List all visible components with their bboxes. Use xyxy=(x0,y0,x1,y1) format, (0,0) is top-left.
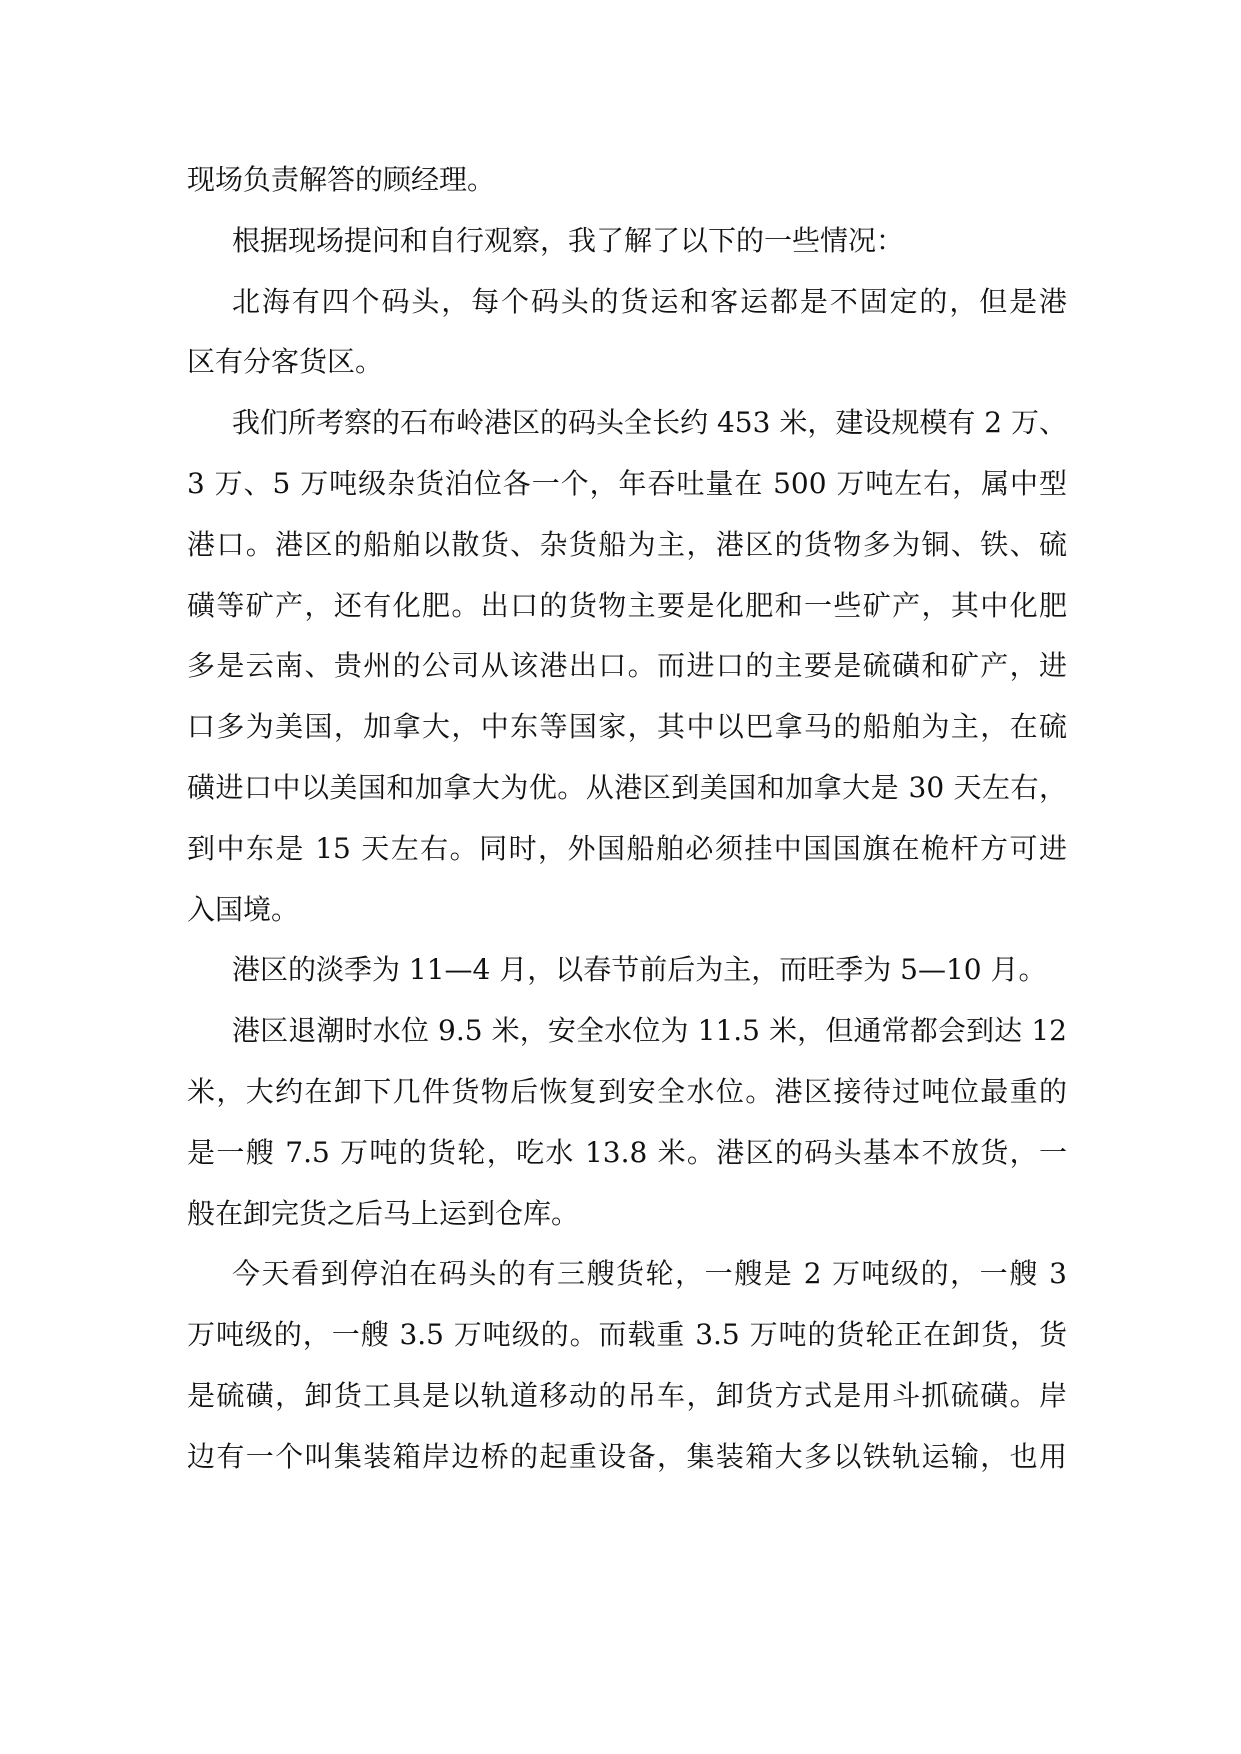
paragraph-start-line: 我们所考察的石布岭港区的码头全长约 453 米，建设规模有 2 万、 xyxy=(232,406,1067,440)
text-line: 3 万、5 万吨级杂货泊位各一个，年吞吐量在 500 万吨左右，属中型 xyxy=(187,466,1067,500)
text-line: 般在卸完货之后马上运到仓库。 xyxy=(187,1196,580,1230)
text-line: 到中东是 15 天左右。同时，外国船舶必须挂中国国旗在桅杆方可进 xyxy=(187,831,1067,865)
text-line: 区有分客货区。 xyxy=(187,345,384,379)
text-line: 是硫磺，卸货工具是以轨道移动的吊车，卸货方式是用斗抓硫磺。岸 xyxy=(187,1378,1067,1412)
text-line: 磺等矿产，还有化肥。出口的货物主要是化肥和一些矿产，其中化肥 xyxy=(187,588,1067,622)
text-line: 港口。港区的船舶以散货、杂货船为主，港区的货物多为铜、铁、硫 xyxy=(187,527,1067,561)
paragraph-start-line: 今天看到停泊在码头的有三艘货轮，一艘是 2 万吨级的，一艘 3 xyxy=(232,1257,1067,1291)
paragraph-start-line: 港区的淡季为 11—4 月，以春节前后为主，而旺季为 5—10 月。 xyxy=(232,953,1047,987)
text-line: 磺进口中以美国和加拿大为优。从港区到美国和加拿大是 30 天左右， xyxy=(187,770,1067,804)
text-line: 口多为美国，加拿大，中东等国家，其中以巴拿马的船舶为主，在硫 xyxy=(187,710,1067,744)
paragraph-start-line: 北海有四个码头，每个码头的货运和客运都是不固定的，但是港 xyxy=(232,284,1067,318)
text-line: 是一艘 7.5 万吨的货轮，吃水 13.8 米。港区的码头基本不放货，一 xyxy=(187,1135,1067,1169)
text-line: 边有一个叫集装箱岸边桥的起重设备，集装箱大多以铁轨运输，也用 xyxy=(187,1439,1067,1473)
text-line: 多是云南、贵州的公司从该港出口。而进口的主要是硫磺和矿产，进 xyxy=(187,649,1067,683)
text-line: 万吨级的，一艘 3.5 万吨级的。而载重 3.5 万吨的货轮正在卸货，货 xyxy=(187,1318,1067,1352)
paragraph-start-line: 根据现场提问和自行观察，我了解了以下的一些情况： xyxy=(232,223,905,257)
text-line: 米，大约在卸下几件货物后恢复到安全水位。港区接待过吨位最重的 xyxy=(187,1074,1067,1108)
document-body xyxy=(187,150,1067,1488)
text-line: 现场负责解答的顾经理。 xyxy=(187,163,496,196)
paragraph-start-line: 港区退潮时水位 9.5 米，安全水位为 11.5 米，但通常都会到达 12 xyxy=(232,1014,1067,1048)
text-line: 入国境。 xyxy=(187,892,300,926)
